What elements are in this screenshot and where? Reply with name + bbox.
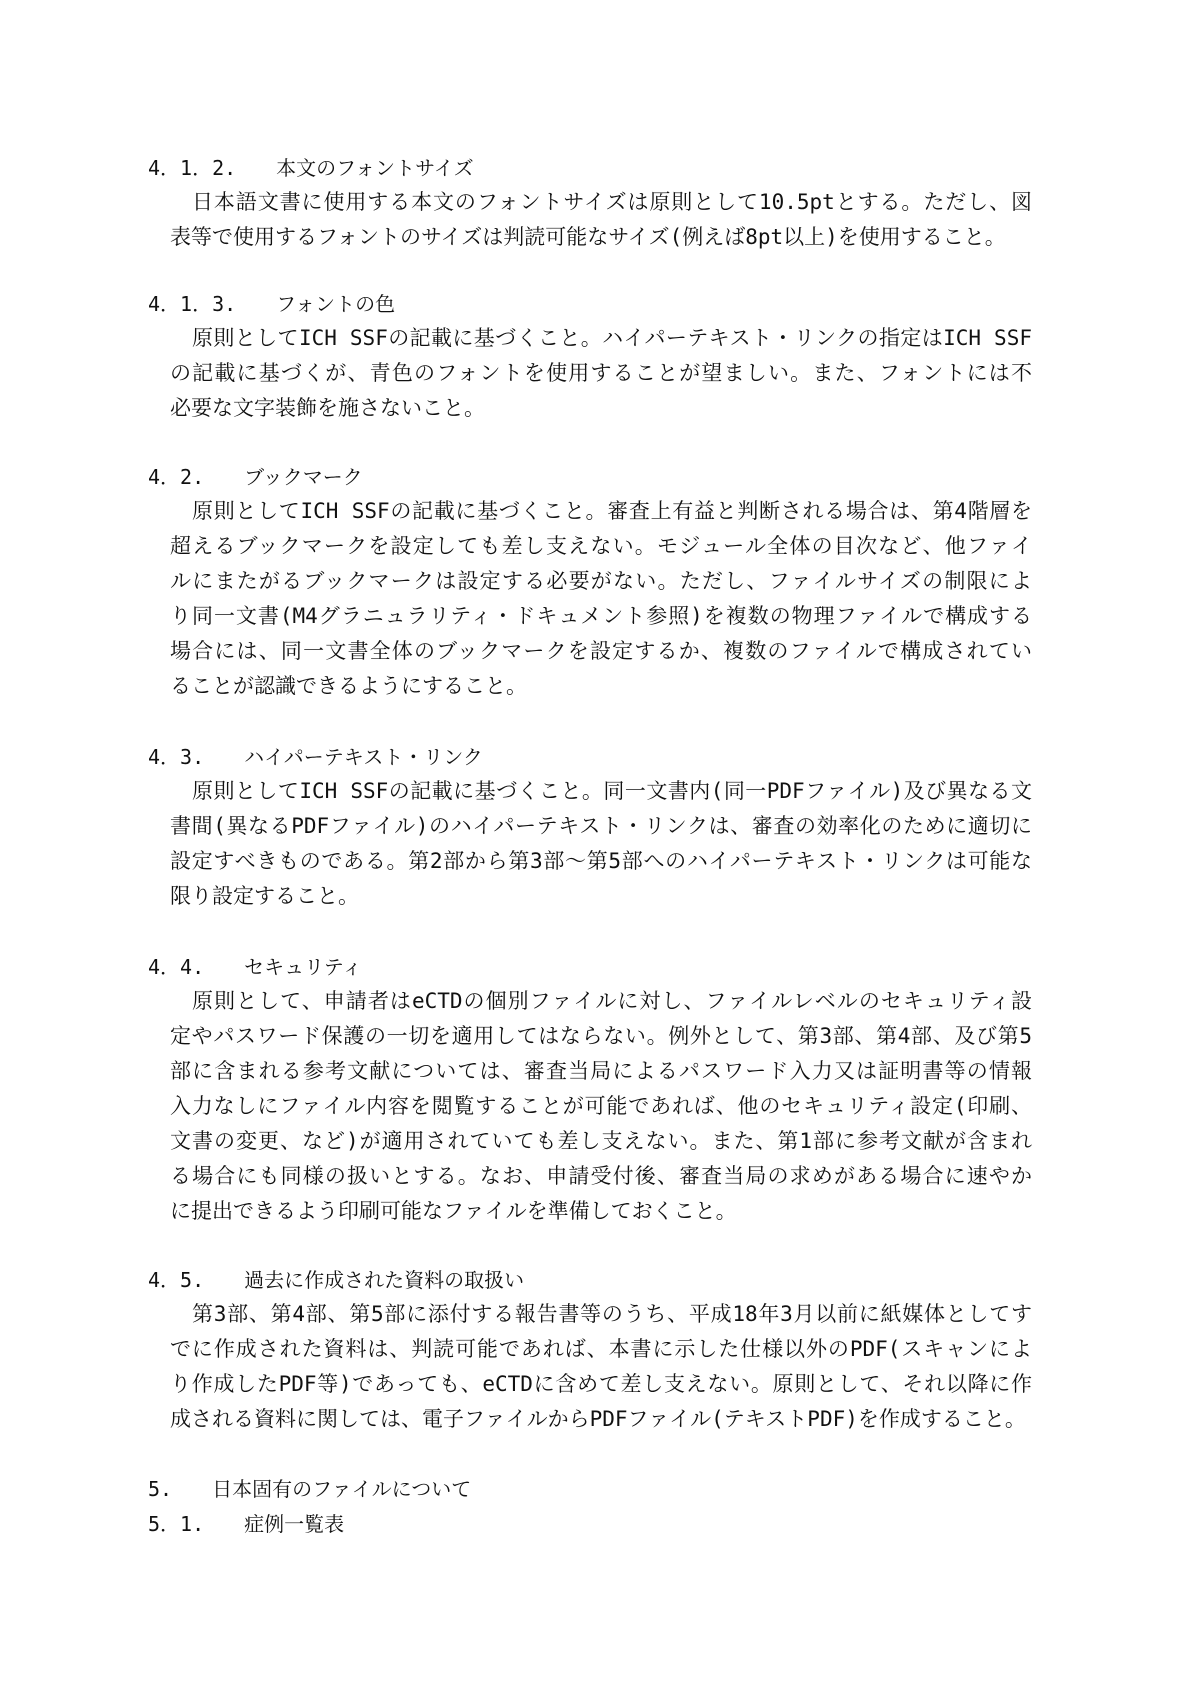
paragraph-line: の記載に基づくが、青色のフォントを使用することが望ましい。また、フォントには不 (170, 361, 1032, 385)
paragraph-line: 部に含まれる参考文献については、審査当局によるパスワード入力又は証明書等の情報 (170, 1059, 1032, 1083)
section-4-1-3 (148, 287, 1032, 426)
paragraph-line: 原則として、申請者はeCTDの個別ファイルに対し、ファイルレベルのセキュリティ設 (192, 989, 1032, 1013)
paragraph-line: 限り設定すること。 (170, 884, 359, 908)
section-4-4 (148, 950, 1032, 1229)
paragraph-line: 文書の変更、など)が適用されていても差し支えない。また、第1部に参考文献が含まれ (170, 1129, 1032, 1153)
paragraph-line: ルにまたがるブックマークは設定する必要がない。ただし、ファイルサイズの制限によ (170, 569, 1032, 593)
section-paragraph (170, 1297, 1032, 1437)
section-heading: 4．5. 過去に作成された資料の取扱い (148, 1268, 525, 1292)
section-paragraph (170, 321, 1032, 426)
paragraph-line: に提出できるよう印刷可能なファイルを準備しておくこと。 (170, 1199, 737, 1223)
paragraph-line: ることが認識できるようにすること。 (170, 674, 527, 698)
section-heading: 4．2. ブックマーク (148, 465, 363, 489)
section-heading: 4．3. ハイパーテキスト・リンク (148, 745, 483, 769)
section-heading: 5. 日本固有のファイルについて (148, 1477, 472, 1501)
section-heading: 4．1．2. 本文のフォントサイズ (148, 156, 474, 180)
paragraph-line: 入力なしにファイル内容を閲覧することが可能であれば、他のセキュリティ設定(印刷、 (170, 1094, 1032, 1118)
paragraph-line: 原則としてICH SSFの記載に基づくこと。審査上有益と判断される場合は、第4階層を (192, 499, 1032, 523)
section-heading: 5．1. 症例一覧表 (148, 1512, 345, 1536)
paragraph-line: 必要な文字装飾を施さないこと。 (170, 396, 485, 420)
paragraph-line: 日本語文書に使用する本文のフォントサイズは原則として10.5ptとする。ただし、図 (192, 190, 1032, 214)
paragraph-line: でに作成された資料は、判読可能であれば、本書に示した仕様以外のPDF(スキャンによ (170, 1337, 1032, 1361)
paragraph-line: 書間(異なるPDFファイル)のハイパーテキスト・リンクは、審査の効率化のために適切に (170, 814, 1032, 838)
section-paragraph (170, 984, 1032, 1229)
paragraph-line: 原則としてICH SSFの記載に基づくこと。ハイパーテキスト・リンクの指定はICH SSF (192, 326, 1032, 350)
section-4-1-2 (148, 151, 1032, 255)
section-paragraph (170, 774, 1032, 914)
paragraph-line: り同一文書(M4グラニュラリティ・ドキュメント参照)を複数の物理ファイルで構成する (170, 604, 1032, 628)
section-4-2 (148, 460, 1032, 704)
section-4-3 (148, 740, 1032, 914)
section-heading: 4．4. セキュリティ (148, 955, 363, 979)
section-paragraph (170, 494, 1032, 704)
paragraph-line: 定やパスワード保護の一切を適用してはならない。例外として、第3部、第4部、及び第5 (170, 1024, 1032, 1048)
section-heading: 4．1．3. フォントの色 (148, 292, 396, 316)
paragraph-line: る場合にも同様の扱いとする。なお、申請受付後、審査当局の求めがある場合に速やか (170, 1164, 1032, 1188)
paragraph-line: 設定すべきものである。第2部から第3部〜第5部へのハイパーテキスト・リンクは可能な (170, 849, 1032, 873)
paragraph-line: 場合には、同一文書全体のブックマークを設定するか、複数のファイルで構成されてい (170, 639, 1032, 663)
section-paragraph (170, 185, 1032, 255)
section-5 (148, 1472, 1032, 1506)
paragraph-line: 超えるブックマークを設定しても差し支えない。モジュール全体の目次など、他ファイ (170, 534, 1032, 558)
paragraph-line: 表等で使用するフォントのサイズは判読可能なサイズ(例えば8pt以上)を使用すること。 (170, 225, 1006, 249)
paragraph-line: 第3部、第4部、第5部に添付する報告書等のうち、平成18年3月以前に紙媒体としてす (192, 1302, 1032, 1326)
paragraph-line: 成される資料に関しては、電子ファイルからPDFファイル(テキストPDF)を作成すること。 (170, 1407, 1026, 1431)
section-4-5 (148, 1263, 1032, 1437)
paragraph-line: り作成したPDF等)であっても、eCTDに含めて差し支えない。原則として、それ以降に作 (170, 1372, 1032, 1396)
section-5-1 (148, 1507, 1032, 1541)
paragraph-line: 原則としてICH SSFの記載に基づくこと。同一文書内(同一PDFファイル)及び異なる文 (192, 779, 1032, 803)
